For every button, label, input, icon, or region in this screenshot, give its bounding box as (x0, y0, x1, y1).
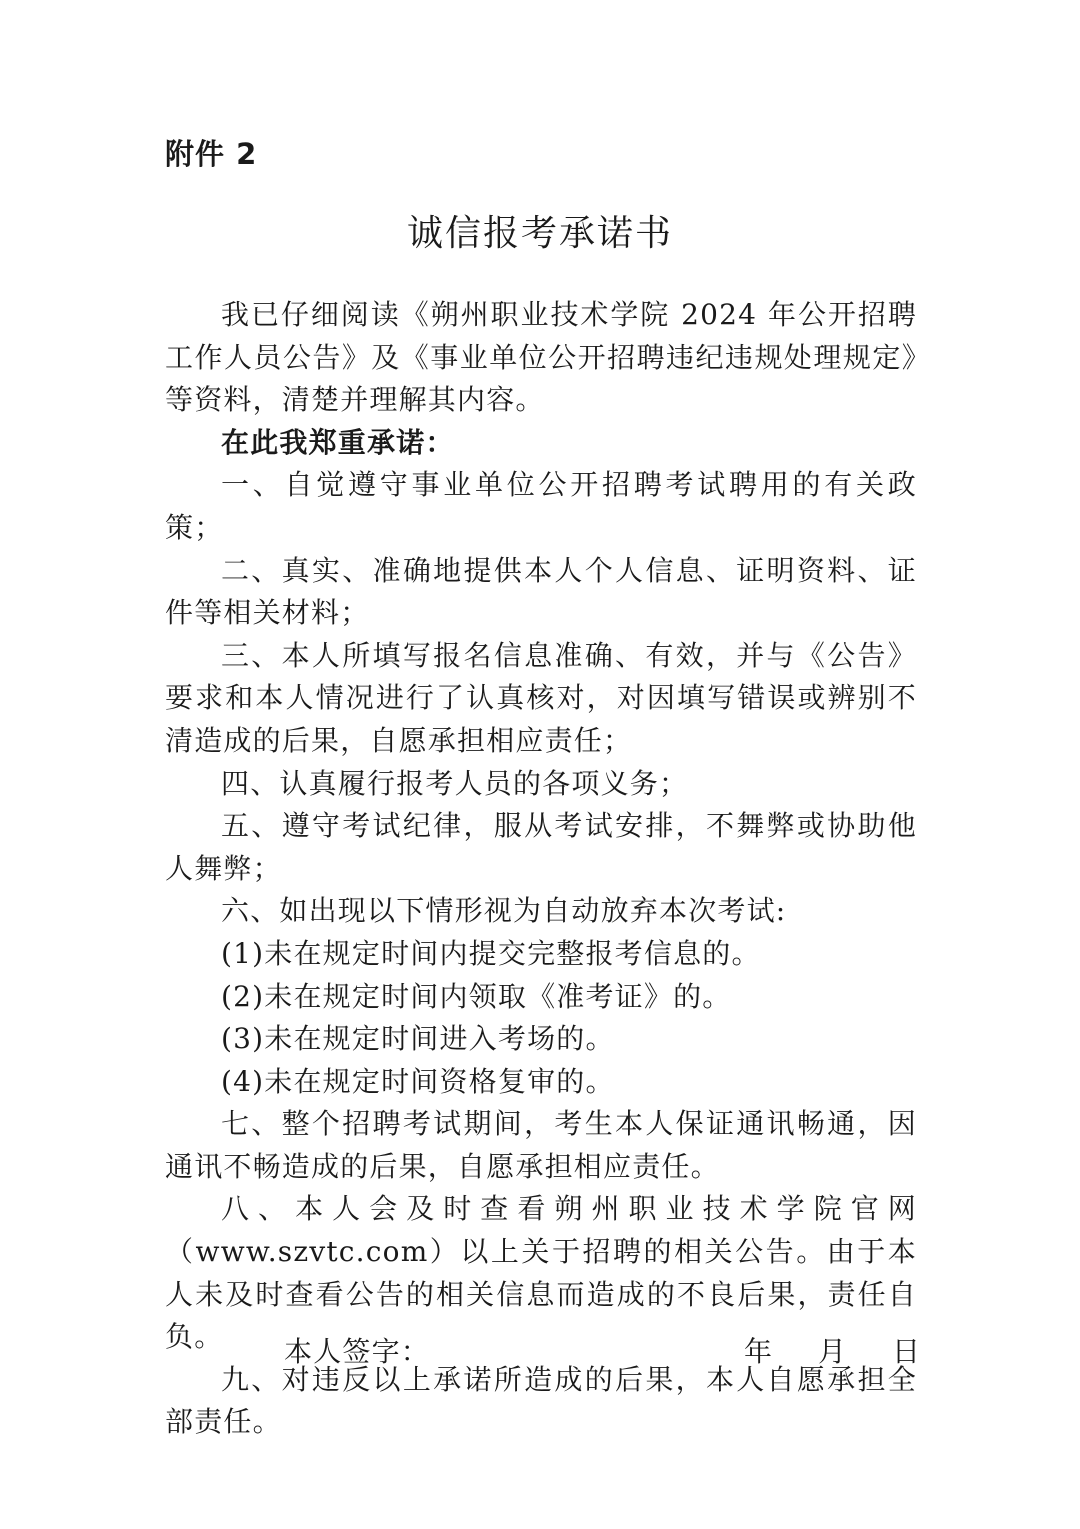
date-month-label: 月 (818, 1335, 848, 1368)
signature-label: 本人签字： (284, 1335, 431, 1368)
attachment-label: 附件 2 (165, 137, 258, 171)
pledge-item-8: 八、本人会及时查看朔州职业技术学院官网（www.szvtc.com）以上关于招聘的相关公告。由于本人未及时查看公告的相关信息而造成的不良后果，责任自负。 (165, 1192, 918, 1354)
pledge-item-5: 五、遵守考试纪律，服从考试安排，不舞弊或协助他人舞弊； (165, 809, 917, 885)
pledge-item-6: 六、如出现以下情形视为自动放弃本次考试: (221, 894, 787, 928)
pledge-item-7: 七、整个招聘考试期间，考生本人保证通讯畅通，因通讯不畅造成的后果，自愿承担相应责任。 (165, 1107, 917, 1183)
pledge-heading: 在此我郑重承诺： (221, 425, 455, 459)
pledge-subitem-4: (4)未在规定时间资格复审的。 (221, 1064, 615, 1098)
pledge-item-2: 二、真实、准确地提供本人个人信息、证明资料、证件等相关材料； (165, 553, 917, 630)
date-year-label: 年 (744, 1335, 774, 1368)
pledge-subitem-3: (3)未在规定时间进入考场的。 (221, 1022, 615, 1056)
pledge-item-3: 三、本人所填写报名信息准确、有效，并与《公告》要求和本人情况进行了认真核对，对因填写错误或辨别不清造成的后果，自愿承担相应责任； (165, 638, 917, 757)
pledge-subitem-1: (1)未在规定时间内提交完整报考信息的。 (221, 936, 761, 970)
date-day-label: 日 (892, 1335, 922, 1368)
document-body (165, 294, 917, 1444)
pledge-item-9: 九、对违反以上承诺所造成的后果，本人自愿承担全部责任。 (165, 1362, 917, 1439)
pledge-item-1: 一、自觉遵守事业单位公开招聘考试聘用的有关政策； (165, 468, 917, 544)
intro-paragraph: 我已仔细阅读《朔州职业技术学院 2024 年公开招聘工作人员公告》及《事业单位公开招聘违纪违规处理规定》等资料，清楚并理解其内容。 (165, 298, 917, 417)
pledge-subitem-2: (2)未在规定时间内领取《准考证》的。 (221, 979, 732, 1013)
document-title: 诚信报考承诺书 (406, 213, 673, 254)
pledge-item-4: 四、认真履行报考人员的各项义务； (221, 766, 689, 800)
